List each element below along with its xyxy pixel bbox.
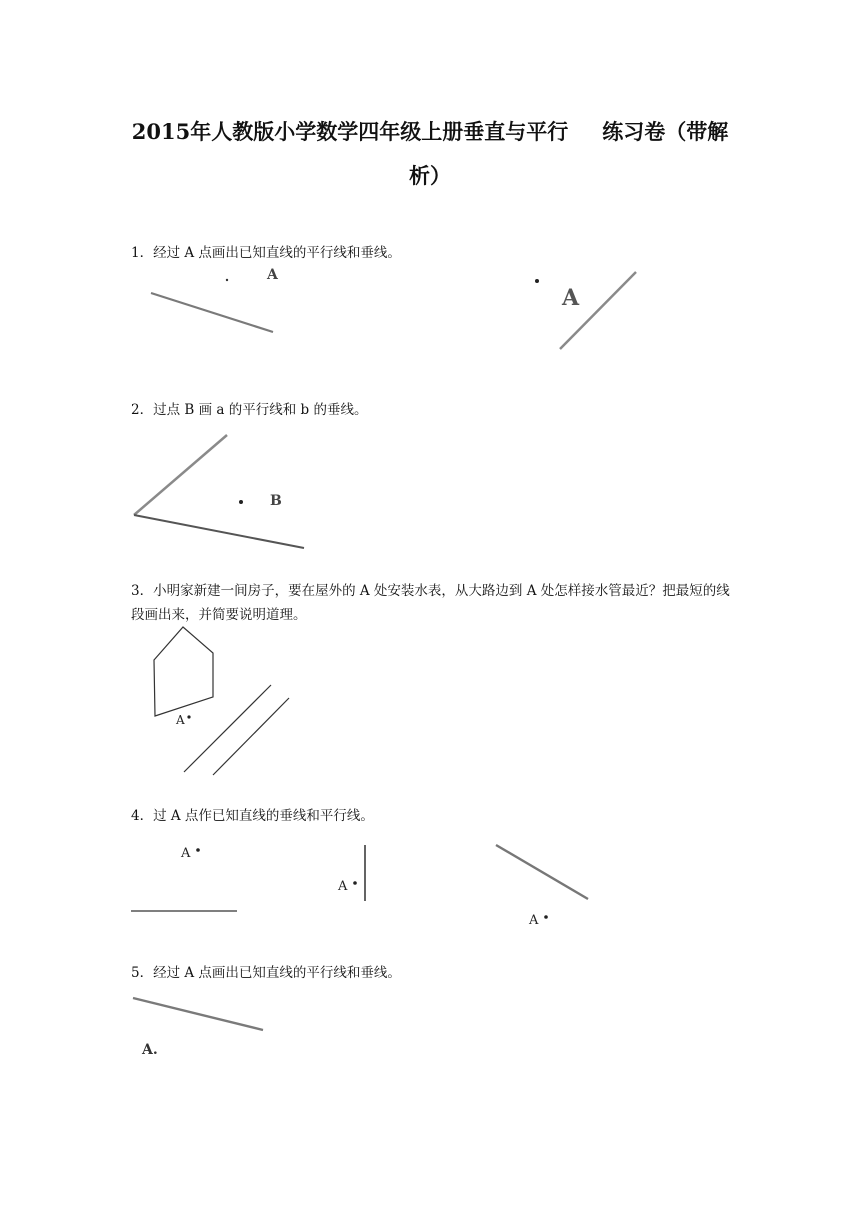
q2-line-b — [134, 515, 304, 548]
q3-point-a — [187, 715, 190, 718]
question-3-text: 3．小明家新建一间房子，要在屋外的 A 处安装水表，从大路边到 A 处怎样接水管最近？把最短的线段画出来，并简要说明道理。 — [131, 583, 730, 623]
q3-figure — [154, 627, 289, 775]
q4-figure-3 — [496, 845, 588, 928]
q4-fig2-label: A — [338, 879, 348, 894]
q5-line — [133, 998, 263, 1030]
q4-fig2-point — [353, 881, 357, 885]
q4-figure-2 — [337, 845, 365, 901]
q3-road-edge-2 — [213, 698, 289, 775]
q2-label-b: B — [270, 493, 282, 509]
q4-fig3-point — [544, 915, 548, 919]
q4-fig3-label: A — [529, 913, 539, 928]
q4-fig3-line — [496, 845, 588, 899]
q4-fig1-point — [196, 848, 200, 852]
q4-figure-1 — [131, 846, 237, 911]
q3-road-edge-1 — [184, 685, 271, 772]
q5-figure — [133, 998, 263, 1058]
q1-left-label: A — [267, 267, 278, 283]
q2-figure — [134, 435, 304, 548]
q1-right-label: A — [562, 285, 580, 311]
question-2-text: 2．过点 B 画 a 的平行线和 b 的垂线。 — [131, 402, 368, 418]
q5-label-a: A. — [142, 1042, 158, 1058]
question-4-text: 4．过 A 点作已知直线的垂线和平行线。 — [131, 808, 374, 824]
page-title-line2: 析） — [409, 163, 451, 188]
q3-label-a: A — [176, 713, 185, 727]
title-part2: 练习卷（带解 — [602, 119, 729, 144]
q1-figure-left — [151, 267, 279, 332]
q2-point-b — [239, 500, 243, 504]
q3-house — [154, 627, 213, 716]
q4-fig1-label: A — [181, 846, 191, 861]
q1-right-point — [535, 279, 539, 283]
q2-line-a — [134, 435, 227, 515]
q1-left-line — [151, 293, 273, 332]
q1-figure-right — [535, 272, 636, 349]
title-part1: 2015年人教版小学数学四年级上册垂直与平行 — [131, 119, 569, 144]
q1-left-point — [226, 279, 228, 281]
question-1-text: 1．经过 A 点画出已知直线的平行线和垂线。 — [131, 245, 401, 261]
question-5-text: 5．经过 A 点画出已知直线的平行线和垂线。 — [131, 965, 401, 981]
